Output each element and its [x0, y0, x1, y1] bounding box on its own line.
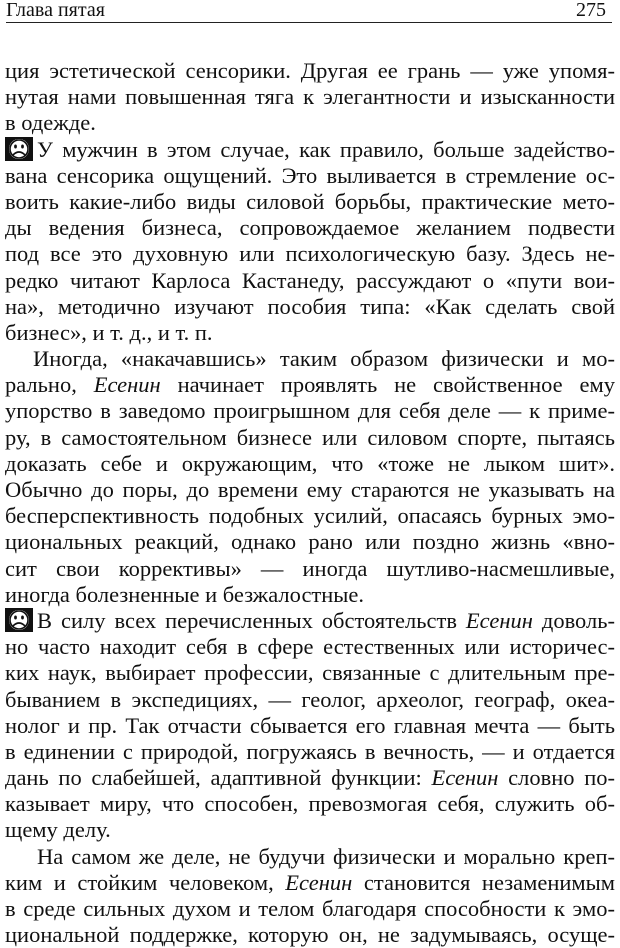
text-line: но часто находит себя в сфере естественных или историчес- [5, 634, 615, 660]
text-line: вана сенсорика ощущений. Это выливается в стремление ос- [5, 162, 615, 188]
text-fragment: У мужчин в этом случае, как правило, больше задейство- [37, 136, 615, 162]
text-line: На самом же деле, не будучи физически и морально креп- [37, 843, 615, 869]
running-header [6, 0, 612, 23]
text-line: в среде сильных духом и телом благодаря способности к эмо- [5, 896, 615, 921]
text-line: нолог и пр. Так отчасти сбывается его главная мечта — быть [5, 712, 615, 738]
text-line: нутая нами повышенная тяга к элегантности и изысканности [5, 84, 615, 110]
text-line: бесперспективность подобных усилий, опасаясь бурных эмо- [5, 503, 615, 529]
text-line [5, 765, 615, 791]
text-line: циональной поддержке, которую он, не задумываясь, осуще- [5, 922, 615, 948]
text-line: Иногда, «накачавшись» таким образом физически и мо- [33, 346, 615, 372]
name-italic: Есенин [465, 607, 533, 633]
page-body [5, 58, 615, 948]
text-fragment: начинает проявлять не свойственное ему [160, 372, 615, 398]
text-fragment: ким и стойким человеком, [5, 869, 286, 895]
text-line: редко читают Карлоса Кастанеду, рассуждают о «пути вои- [5, 267, 615, 293]
text-line: циональных реакций, однако рано или поздно жизнь «вно- [5, 529, 615, 555]
text-line: в единении с природой, погружаясь в вечность, — и отдается [5, 738, 615, 764]
text-fragment: словно по- [498, 765, 615, 791]
text-line: бизнес», и т. д., и т. п. [5, 319, 213, 345]
name-italic: Есенин [431, 765, 499, 791]
text-line [5, 870, 615, 896]
text-line [5, 137, 615, 163]
name-italic: Есенин [93, 372, 161, 398]
text-line: казывает миру, что способен, превозмогая себя, служить об- [5, 791, 615, 817]
text-line: под все это духовную или психологическую базу. Здесь не- [5, 241, 615, 267]
text-line: Обычно до поры, до времени ему стараются не указывать на [5, 477, 615, 502]
text-fragment: становится незаменимым [352, 869, 615, 895]
text-line: в одежде. [5, 110, 96, 136]
text-fragment: рально, [5, 372, 94, 398]
chapter-title: Глава пятая [6, 0, 105, 21]
text-line: на», методично изучают пособия типа: «Как сделать свой [5, 293, 615, 319]
text-fragment: дань по слабейшей, адаптивной функции: [5, 765, 432, 791]
sad-face-icon [5, 608, 33, 632]
text-line [5, 608, 615, 634]
sad-face-icon [5, 137, 33, 161]
text-line: ды ведения бизнеса, сопровождаемое желанием подвести [5, 215, 615, 241]
text-line: быванием в экспедициях, — геолог, археолог, географ, океа- [5, 686, 615, 712]
text-line: упорство в заведомо проигрышном для себя деле — к приме- [5, 398, 615, 424]
text-line [5, 372, 615, 398]
text-line: щему делу. [5, 817, 111, 843]
text-line: доказать себе и окружающим, что «тоже не лыком шит». [5, 450, 615, 476]
text-line: воить какие-либо виды силовой борьбы, практические мето- [5, 188, 615, 214]
name-italic: Есенин [285, 869, 353, 895]
page-number: 275 [576, 0, 606, 21]
text-line: ция эстетической сенсорики. Другая ее грань — уже упомя- [5, 58, 615, 83]
text-line: иногда болезненные и безжалостные. [5, 581, 365, 607]
text-line: ру, в самостоятельном бизнесе или силовом спорте, пытаясь [5, 424, 615, 450]
text-line: ких наук, выбирает профессии, связанные с длительным пре- [5, 660, 615, 686]
text-line: сит свои коррективы» — иногда шутливо-насмешливые, [5, 555, 615, 581]
text-fragment: доволь- [532, 607, 615, 633]
text-fragment: В силу всех перечисленных обстоятельств [37, 607, 466, 633]
